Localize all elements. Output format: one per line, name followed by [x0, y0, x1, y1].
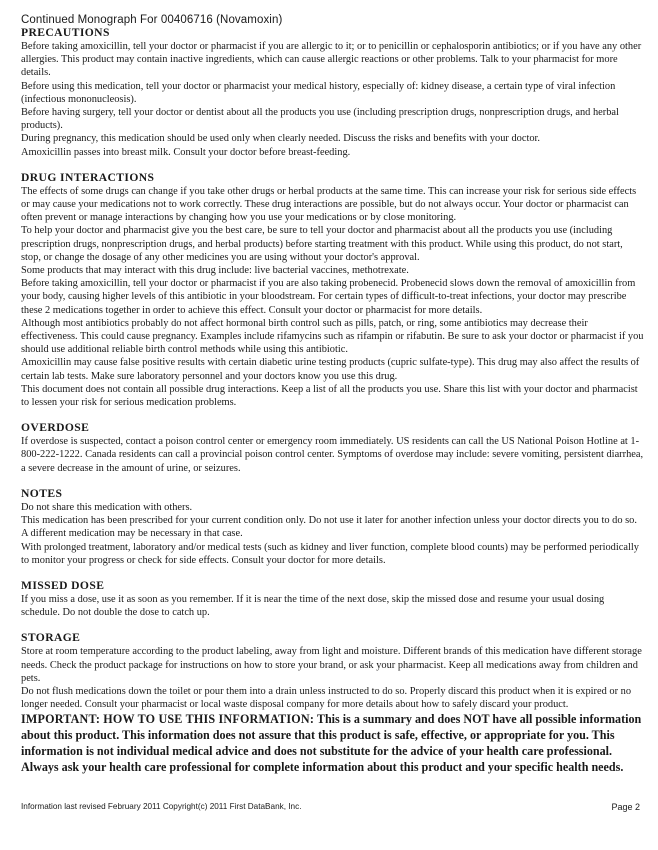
- storage-section: [21, 631, 645, 711]
- important-lead: IMPORTANT: HOW TO USE THIS INFORMATION:: [21, 712, 315, 727]
- paragraph: If overdose is suspected, contact a poison control center or emergency room immediately. US residents can call the US National Poison Hotline at 1-800-222-1222. Canada residents can call a provincial poison control center. Symptoms of overdose may include: severe vomiting, persistent diarrhea, a severe decrease in the amount of urine, or seizures.: [21, 436, 644, 474]
- section-heading: DRUG INTERACTIONS: [21, 170, 155, 184]
- paragraph: The effects of some drugs can change if you take other drugs or herbal products at the same time. This can increase your risk for serious side effects or may cause your medications not to work correctly. These drug interactions are possible, but do not always occur. Your doctor or pharmacist can often prevent or manage interactions by changing how you use your medications or by close monitoring.: [21, 185, 637, 224]
- document-header: Continued Monograph For 00406716 (Novamoxin): [21, 14, 283, 26]
- paragraph: With prolonged treatment, laboratory and/or medical tests (such as kidney and liver function, complete blood counts) may be performed periodically to monitor your progress or check for side effects. Consult your doctor for more details.: [21, 541, 639, 566]
- monograph-content: [21, 26, 645, 775]
- section-heading: NOTES: [21, 486, 63, 500]
- section-heading: STORAGE: [21, 631, 81, 645]
- paragraph: Some products that may interact with this drug include: live bacterial vaccines, methotrexate.: [21, 265, 409, 277]
- paragraph: If you miss a dose, use it as soon as you remember. If it is near the time of the next dose, skip the missed dose and resume your usual dosing schedule. Do not double the dose to catch up.: [21, 593, 605, 619]
- paragraph: Amoxicillin passes into breast milk. Consult your doctor before breast-feeding.: [21, 146, 351, 158]
- missed-dose-section: [21, 579, 645, 619]
- paragraph: Before taking amoxicillin, tell your doctor or pharmacist if you are allergic to it; or to penicillin or cephalosporin antibiotics; or if you have any other allergies. This product may contain inactive ingredients, which can cause allergic reactions or other problems. Talk to your pharmacist for more details.: [21, 41, 642, 79]
- important-text: This is a summary and does NOT have all possible information about this product. This information does not assure that this product is safe, effective, or appropriate for you. This information is not individual medical advice and does not substitute for the advice of your health care professional. Always ask your health care professional for complete information about this product and your specific health needs.: [21, 712, 642, 775]
- paragraph: Do not share this medication with others.: [21, 501, 193, 513]
- drug-interactions-section: [21, 171, 645, 409]
- notes-section: [21, 487, 645, 567]
- paragraph: Amoxicillin may cause false positive results with certain diabetic urine testing products (cupric sulfate-type). This drug may also affect the results of certain lab tests. Make sure laboratory personnel and your doctors know you use this drug.: [21, 357, 640, 382]
- important-notice: [21, 711, 645, 775]
- paragraph: Before taking amoxicillin, tell your doctor or pharmacist if you are also taking probenecid. Probenecid slows down the removal of amoxicillin from your body, causing higher levels of this antibiotic in your bloodstream. For certain types of difficult-to-treat infections, your doctor may prescribe these 2 medications together in order to achieve this effect. Consult your doctor or pharmacist for more details.: [21, 278, 636, 316]
- revision-footer: Information last revised February 2011 Copyright(c) 2011 First DataBank, Inc.: [21, 802, 302, 811]
- paragraph: Although most antibiotics probably do not affect hormonal birth control such as pills, patch, or ring, some antibiotics may decrease their effectiveness. This could cause pregnancy. Examples include rifamycins such as rifampin or rifabutin. Be sure to ask your doctor or pharmacist if you should use additional reliable birth control methods while using this antibiotic.: [21, 317, 644, 356]
- section-heading: OVERDOSE: [21, 421, 90, 435]
- section-heading: PRECAUTIONS: [21, 26, 110, 39]
- section-heading: MISSED DOSE: [21, 578, 105, 592]
- paragraph: During pregnancy, this medication should be used only when clearly needed. Discuss the risks and benefits with your doctor.: [21, 133, 541, 145]
- paragraph: This document does not contain all possible drug interactions. Keep a list of all the products you use. Share this list with your doctor and pharmacist to lessen your risk for serious medication problems.: [21, 383, 638, 409]
- paragraph: To help your doctor and pharmacist give you the best care, be sure to tell your doctor and pharmacist about all the products you use (including prescription drugs, nonprescription drugs, and herbal products) before starting treatment with this product. While using this product, do not start, stop, or change the dosage of any other medicines you are using without your doctor's approval.: [21, 225, 623, 263]
- page-number: Page 2: [611, 802, 640, 812]
- paragraph: This medication has been prescribed for your current condition only. Do not use it later for another infection unless your doctor directs you to do so. A different medication may be necessary in that case.: [21, 515, 637, 540]
- paragraph: Do not flush medications down the toilet or pour them into a drain unless instructed to do so. Properly discard this product when it is expired or no longer needed. Consult your pharmacist or local waste disposal company for more details about how to safely discard your product.: [21, 685, 632, 711]
- overdose-section: [21, 421, 645, 475]
- paragraph: Before using this medication, tell your doctor or pharmacist your medical history, especially of: kidney disease, a certain type of viral infection (infectious mononucleosis).: [21, 80, 616, 105]
- precautions-section: [21, 26, 645, 159]
- paragraph: Before having surgery, tell your doctor or dentist about all the products you use (including prescription drugs, nonprescription drugs, and herbal products).: [21, 107, 619, 132]
- paragraph: Store at room temperature according to the product labeling, away from light and moisture. Different brands of this medication have different storage needs. Check the product package for instructions on how to store your brand, or ask your pharmacist. Keep all medications away from children and pets.: [21, 646, 642, 684]
